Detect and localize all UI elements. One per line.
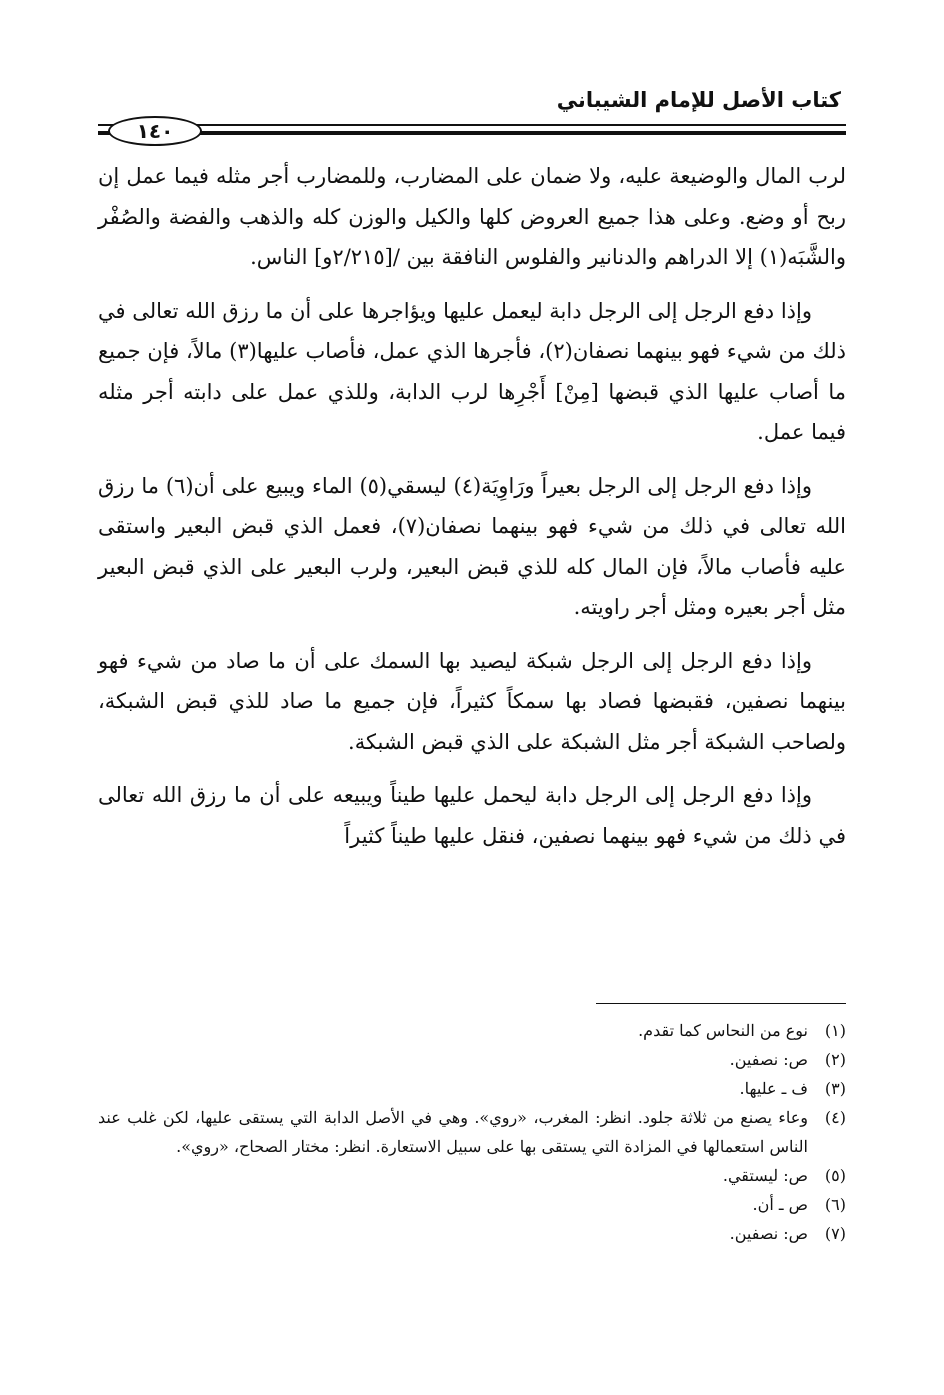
footnote-number: (٦) — [824, 1195, 846, 1214]
footnote-number: (١) — [824, 1021, 846, 1040]
footnote-separator — [596, 1003, 846, 1004]
header-rule-thin — [98, 124, 846, 126]
footnote-text: ف ـ عليها. — [739, 1079, 808, 1098]
footnote-text: ص: نصفين. — [729, 1224, 808, 1243]
footnote-text: نوع من النحاس كما تقدم. — [638, 1021, 808, 1040]
footnotes — [98, 1016, 846, 1248]
footnote-number: (٣) — [824, 1079, 846, 1098]
footnote — [98, 1074, 846, 1103]
page-number: ١٤٠ — [108, 116, 202, 146]
main-text — [98, 156, 846, 869]
footnote — [98, 1161, 846, 1190]
footnote — [98, 1219, 846, 1248]
footnote-text: ص: ليستقي. — [722, 1166, 808, 1185]
footnote-text: ص ـ أن. — [752, 1195, 808, 1214]
paragraph: وإذا دفع الرجل إلى الرجل شبكة ليصيد بها السمك على أن ما صاد من شيء فهو بينهما نصفين، فقبضها فصاد بها سمكاً كثيراً، فإن جميع ما صاد للذي قبض الشبكة، ولصاحب الشبكة أجر مثل الشبكة على الذي قبض الشبكة. — [98, 648, 846, 754]
footnote-text: ص: نصفين. — [729, 1050, 808, 1069]
footnote-number: (٢) — [824, 1050, 846, 1069]
footnote — [98, 1103, 846, 1161]
footnote-number: (٤) — [824, 1108, 846, 1127]
footnote — [98, 1045, 846, 1074]
paragraph: وإذا دفع الرجل إلى الرجل دابة ليعمل عليها ويؤاجرها على أن ما رزق الله تعالى في ذلك من شيء فهو بينهما نصفان(٢)، فأجرها الذي عمل، فأصاب عليها(٣) مالاً، فإن جميع ما أصاب عليها الذي قبضها [مِنْ] أَجْرِها لرب الدابة، وللذي عمل على دابته أجر مثله فيما عمل. — [98, 298, 846, 444]
footnote — [98, 1190, 846, 1219]
header-rule-thick — [98, 131, 846, 135]
footnote-number: (٥) — [824, 1166, 846, 1185]
paragraph: لرب المال والوضيعة عليه، ولا ضمان على المضارب، وللمضارب أجر مثله فيما عمل إن ربح أو وضع. وعلى هذا جميع العروض كلها والكيل والوزن كله والذهب والفضة والصُفْر والشَّبَه(١) إلا الدراهم والدنانير والفلوس النافقة بين /[٢/٢١٥و] الناس. — [98, 164, 846, 269]
running-header-title: كتاب الأصل للإمام الشيباني — [556, 88, 841, 112]
footnote — [98, 1016, 846, 1045]
footnote-text: وعاء يصنع من ثلاثة جلود. انظر: المغرب، «روي». وهي في الأصل الدابة التي يستقى عليها، لكن غلب عند الناس استعمالها في المزادة التي يستقى بها على سبيل الاستعارة. انظر: مختار الصحاح، «روي». — [98, 1108, 808, 1156]
footnote-number: (٧) — [824, 1224, 846, 1243]
paragraph: وإذا دفع الرجل إلى الرجل دابة ليحمل عليها طيناً ويبيعه على أن ما رزق الله تعالى في ذلك من شيء فهو بينهما نصفين، فنقل عليها طيناً كثيراً — [98, 783, 846, 848]
paragraph: وإذا دفع الرجل إلى الرجل بعيراً ورَاوِيَة(٤) ليسقي(٥) الماء ويبيع على أن(٦) ما رزق الله تعالى في ذلك من شيء فهو بينهما نصفان(٧)، فعمل الذي قبض البعير واستقى عليه فأصاب مالاً، فإن المال كله للذي قبض البعير، ولرب البعير على الذي قبض البعير مثل أجر بعيره ومثل أجر راويته. — [98, 473, 846, 619]
